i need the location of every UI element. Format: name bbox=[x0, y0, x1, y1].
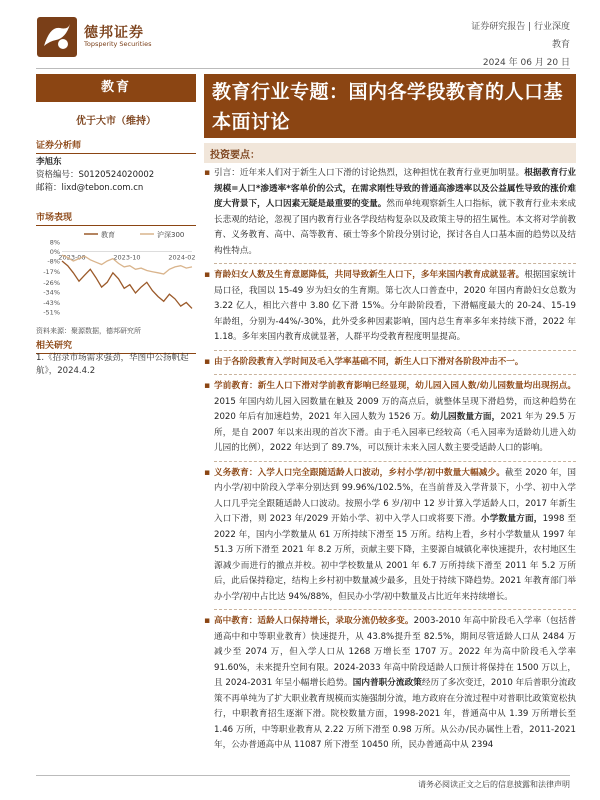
analyst-license: 资格编号：S0120524020002 bbox=[36, 170, 155, 180]
bullet-highschool: ▪ 高中教育：适龄人口保持增长，录取分流仍较多变。2003-2010 年高中阶段毛入学率（包括普通高中和中等职业教育）快速提升，从 43.8%提升至 82.5%，期间尽管适龄人口从 2484 万减少至 2074 万，但入学人口从 1268 万增长至 1707 万。2022 年为高中阶段毛入学率 91.60%，未来提升空间有限。2024-2033 年高中阶段适龄人口预计将保持在 1500 万以上，且 2024-2031 年呈小幅增长趋势。国内普职分流政策经历了多次变迁，2010 年后普职分流政策不再单纯为了扩大职业教育规模而实施强制分流，地方政府在分流过程中对普职比政策宽松执行，中职教育招生逐渐下滑。院校数量方面，1998-2021 年，普通高中从 1.39 万所增长至 1.46 万所，中等职业教育从 2.22 万所下滑至 0.98 万所。从公办/民办属性上看，2011-2021 年，公办普通高中从 11087 所下滑至 10450 所，民办普通高中从 2394 bbox=[204, 614, 576, 754]
sector-badge: 教育 bbox=[36, 74, 196, 102]
related-research[interactable]: 1.《招录市场需求强劲，华图中公扬帆起航》，2024.4.2 bbox=[36, 353, 189, 376]
analyst-name: 李旭东 bbox=[36, 157, 62, 167]
report-type: 证券研究报告 | 行业深度 bbox=[471, 22, 570, 32]
bullet-stages: ▪ 由于各阶段教育入学时间及毛入学率基础不同，新生人口下滑对各阶段冲击不一。 bbox=[204, 355, 576, 371]
company-name-en: Topsperity Securities bbox=[84, 40, 152, 49]
chart-source: 资料来源：聚源数据，德邦研究所 bbox=[36, 327, 141, 335]
legend-label: 教育 bbox=[101, 231, 115, 239]
bullet-population: ▪ 育龄妇女人数及生育意愿降低，共同导致新生人口下，多年来国内教育成就显著。根据国家统计局口径，我国以 15-49 岁为妇女的生育期。第七次人口普查中，2020 年国内育龄妇女总数为 3.22 亿人，相比六普中 3.80 亿下滑 15%。分年龄阶段看，下滑幅度最大的 20-24、15-19 年龄组，分别为-44%/-30%，此外受多种因素影响，国内总生育率多年来持续下滑，2022 年 1.18。多年来国内教育成就显著，人群平均受教育程度明显提高。 bbox=[204, 268, 576, 346]
report-sector-tag: 教育 bbox=[551, 40, 570, 50]
rating: 优于大市（维持） bbox=[76, 116, 156, 127]
y-tick-label: -43% bbox=[43, 299, 60, 308]
header-divider bbox=[36, 68, 570, 69]
x-tick-label: 2023-10 bbox=[113, 253, 141, 262]
y-tick-label: 0% bbox=[49, 247, 60, 256]
analyst-email[interactable]: 邮箱：lixd@tebon.com.cn bbox=[36, 183, 144, 193]
y-tick-label: -34% bbox=[43, 288, 60, 297]
divider bbox=[214, 350, 576, 351]
y-tick-label: -51% bbox=[43, 308, 60, 317]
x-tick-label: 2024-02 bbox=[168, 253, 196, 262]
report-meta bbox=[471, 18, 570, 72]
market-chart-svg bbox=[36, 228, 196, 323]
footer-divider bbox=[36, 775, 570, 776]
y-tick-label: -26% bbox=[43, 278, 60, 287]
analyst-heading: 证券分析师 bbox=[36, 138, 196, 154]
related-heading: 相关研究 bbox=[36, 338, 196, 354]
footer-disclaimer: 请务必阅读正文之后的信息披露和法律声明 bbox=[418, 780, 570, 789]
divider bbox=[214, 609, 576, 610]
report-date: 2024 年 06 月 20 日 bbox=[482, 58, 570, 68]
company-logo-icon bbox=[36, 16, 78, 58]
bullet-intro: ▪ 引言：近年来人们对于新生人口下滑的讨论热烈，这种担忧在教育行业更加明显。根据教育行业规模=人口*渗透率*客单价的公式，在需求刚性导致的普通高渗透率以及公益属性导致的涨价难度大背景下，人口因素无疑是最重要的变量。然而单纯观察新生人口指标，就下教育行业未来成长悲观的结论，忽视了国内教育行业各学段结构复杂以及政策主导的招生属性。本文将对学前教育、义务教育、高中、高等教育、硕士等多个阶段分别讨论，探讨各自人口基本面的趋势以及结构性特点。 bbox=[204, 166, 576, 259]
market-chart bbox=[36, 228, 196, 323]
y-tick-label: -8% bbox=[47, 257, 60, 266]
x-tick-label: 2023-06 bbox=[58, 253, 86, 262]
y-tick-label: -17% bbox=[43, 268, 60, 277]
market-heading: 市场表现 bbox=[36, 210, 196, 226]
bullet-compulsory: ▪ 义务教育：入学人口完全跟随适龄人口波动，乡村小学/初中数量大幅减少。截至 2020 年，国内小学/初中阶段入学率分别达到 99.96%/102.5%，在当前普及入学背景下，小学、初中入学人口几乎完全跟随适龄人口波动。按照小学 6 岁/初中 12 岁计算入学适龄人口，2017 年新生入口下滑，则 2023 年/2029 开始小学、初中入学人口或将要下滑。小学数量方面，1998 至 2022 年，国内小学数量从 61 万所持续下滑至 15 万所。结构上看，乡村小学数量从 1997 年 51.3 万所下滑至 2021 年 8.2 万所，贡献主要下降，主要源自城镇化率快速提升，农村地区生源减少而进行的撤点并校。初中学校数量从 2001 年 6.7 万所持续下滑至 2011 年 5.2 万所后，此后保持稳定，结构上乡村初中数量减少最多，且处于持续下降趋势。2021 年教育部门举办小学/初中占比达 94%/88%，但民办小学/初中数量及占比近年来持续增长。 bbox=[204, 466, 576, 606]
y-tick-label: 8% bbox=[49, 238, 60, 247]
divider bbox=[214, 461, 576, 462]
company-name-cn: 德邦证券 bbox=[84, 24, 144, 41]
divider bbox=[214, 374, 576, 375]
report-title: 教育行业专题：国内各学段教育的人口基本面讨论 bbox=[204, 74, 576, 138]
divider bbox=[214, 263, 576, 264]
key-points-label: 投资要点： bbox=[204, 143, 576, 163]
key-points-body bbox=[204, 166, 576, 757]
company-logo bbox=[36, 16, 151, 58]
legend-label: 沪深300 bbox=[157, 231, 185, 239]
analyst-info bbox=[36, 156, 196, 195]
bullet-preschool: ▪ 学前教育：新生人口下滑对学前教育影响已经显现，幼儿园入园人数/幼儿园数量均出现拐点。2015 年国内幼儿园入园数量在触及 2009 万的高点后，就整体呈现下滑趋势，而这种趋势在 2020 年后有加速趋势，2021 年入园人数为 1526 万。幼儿园数量方面，2021 年为 29.5 万所，是自 2007 年以来出现的首次下滑。由于毛入园率已经较高（毛入园率为适龄幼儿进入幼儿园的比例），2022 年达到了 89.7%，可以预计未来入园人数主要受适龄人口的影响。 bbox=[204, 379, 576, 457]
